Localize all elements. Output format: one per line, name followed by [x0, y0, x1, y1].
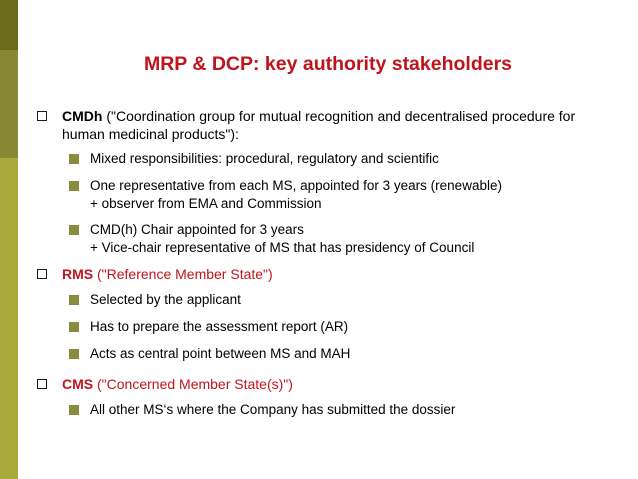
rms-item-3 [90, 345, 620, 363]
square-bullet-icon [37, 379, 47, 389]
filled-square-bullet-icon [69, 181, 79, 191]
section-rms [62, 265, 622, 283]
item-text: One representative from each MS, appointed for 3 years (renewable) [90, 178, 502, 193]
filled-square-bullet-icon [69, 322, 79, 332]
item-text: Has to prepare the assessment report (AR) [90, 319, 349, 334]
accent-bar-bottom [0, 158, 18, 479]
filled-square-bullet-icon [69, 154, 79, 164]
rms-item-1 [90, 291, 620, 309]
left-accent-bar [0, 0, 18, 479]
slide-title: MRP & DCP: key authority stakeholders [143, 53, 513, 75]
rms-description: ("Reference Member State") [93, 266, 273, 282]
item-text-continued: + Vice-chair representative of MS that has presidency of Council [90, 240, 475, 255]
filled-square-bullet-icon [69, 405, 79, 415]
rms-item-2 [90, 318, 620, 336]
item-text: Mixed responsibilities: procedural, regulatory and scientific [90, 151, 439, 166]
cms-item-1 [90, 401, 620, 419]
item-text: CMD(h) Chair appointed for 3 years [90, 222, 304, 237]
accent-bar-top [0, 0, 18, 50]
filled-square-bullet-icon [69, 349, 79, 359]
item-text: Selected by the applicant [90, 292, 241, 307]
cmdh-item-1 [90, 150, 620, 168]
item-text: All other MS‘s where the Company has submitted the dossier [90, 402, 456, 417]
term-cmdh: CMDh [62, 108, 103, 124]
filled-square-bullet-icon [69, 295, 79, 305]
term-rms: RMS [62, 266, 94, 282]
section-cms [62, 375, 622, 393]
term-cms: CMS [62, 376, 94, 392]
cmdh-item-3 [90, 221, 620, 257]
filled-square-bullet-icon [69, 225, 79, 235]
item-text-continued: + observer from EMA and Commission [90, 196, 322, 211]
cmdh-description-line-2: human medicinal products"): [62, 126, 239, 142]
square-bullet-icon [37, 269, 47, 279]
section-cmdh [62, 107, 622, 143]
cmdh-item-2 [90, 177, 620, 213]
cms-description: ("Concerned Member State(s)") [93, 376, 293, 392]
cmdh-description-line-1: ("Coordination group for mutual recognition and decentralised procedure for [102, 108, 576, 124]
item-text: Acts as central point between MS and MAH [90, 346, 351, 361]
accent-bar-middle [0, 50, 18, 158]
square-bullet-icon [37, 111, 47, 121]
